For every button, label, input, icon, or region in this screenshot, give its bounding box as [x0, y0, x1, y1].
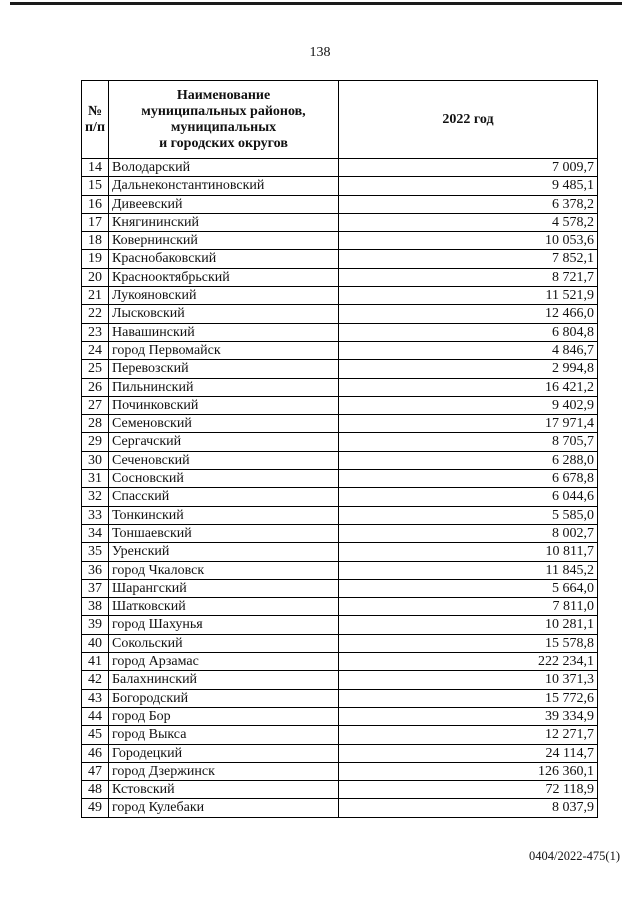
row-name: город Дзержинск — [109, 762, 339, 780]
table-row — [82, 433, 598, 451]
row-number: 45 — [82, 726, 109, 744]
row-number: 43 — [82, 689, 109, 707]
header-number — [82, 81, 109, 159]
row-name: город Бор — [109, 707, 339, 725]
page-number: 138 — [309, 45, 331, 60]
row-number: 19 — [82, 250, 109, 268]
row-value: 15 772,6 — [339, 689, 598, 707]
row-value: 7 811,0 — [339, 598, 598, 616]
row-value: 10 053,6 — [339, 232, 598, 250]
row-name: Сокольский — [109, 634, 339, 652]
table-row — [82, 781, 598, 799]
row-value: 10 371,3 — [339, 671, 598, 689]
row-name: город Первомайск — [109, 341, 339, 359]
row-number: 42 — [82, 671, 109, 689]
row-number: 27 — [82, 396, 109, 414]
row-number: 30 — [82, 451, 109, 469]
table-row — [82, 341, 598, 359]
row-value: 8 721,7 — [339, 268, 598, 286]
table-row — [82, 159, 598, 177]
table-row — [82, 726, 598, 744]
table-row — [82, 616, 598, 634]
table-row — [82, 268, 598, 286]
table-row — [82, 762, 598, 780]
header-name-line3: муниципальных — [170, 119, 277, 135]
row-number: 47 — [82, 762, 109, 780]
table-row — [82, 799, 598, 817]
row-number: 18 — [82, 232, 109, 250]
table-row — [82, 360, 598, 378]
row-name: Кстовский — [109, 781, 339, 799]
row-number: 35 — [82, 543, 109, 561]
row-value: 9 485,1 — [339, 177, 598, 195]
table-row — [82, 744, 598, 762]
row-value: 8 705,7 — [339, 433, 598, 451]
table-row — [82, 653, 598, 671]
header-name-line2: муниципальных районов, — [141, 103, 306, 119]
row-name: Уренский — [109, 543, 339, 561]
row-number: 39 — [82, 616, 109, 634]
row-number: 25 — [82, 360, 109, 378]
row-value: 5 664,0 — [339, 579, 598, 597]
table-row — [82, 470, 598, 488]
scan-top-edge — [10, 2, 622, 5]
municipal-data-table — [81, 80, 598, 818]
row-value: 15 578,8 — [339, 634, 598, 652]
row-name: Сергачский — [109, 433, 339, 451]
row-value: 8 037,9 — [339, 799, 598, 817]
row-number: 44 — [82, 707, 109, 725]
table-row — [82, 579, 598, 597]
row-number: 41 — [82, 653, 109, 671]
table-row — [82, 287, 598, 305]
table-row — [82, 543, 598, 561]
table-row — [82, 524, 598, 542]
row-value: 6 378,2 — [339, 195, 598, 213]
row-value: 6 678,8 — [339, 470, 598, 488]
row-value: 5 585,0 — [339, 506, 598, 524]
row-name: Сосновский — [109, 470, 339, 488]
row-name: Перевозский — [109, 360, 339, 378]
table-row — [82, 561, 598, 579]
row-name: город Шахунья — [109, 616, 339, 634]
row-name: Лукояновский — [109, 287, 339, 305]
row-number: 37 — [82, 579, 109, 597]
row-name: Шарангский — [109, 579, 339, 597]
table-row — [82, 323, 598, 341]
row-name: Володарский — [109, 159, 339, 177]
row-value: 4 578,2 — [339, 213, 598, 231]
row-number: 31 — [82, 470, 109, 488]
table-row — [82, 488, 598, 506]
table-body — [82, 159, 598, 818]
table-row — [82, 506, 598, 524]
row-name: Спасский — [109, 488, 339, 506]
header-year: 2022 год — [339, 81, 598, 159]
row-number: 24 — [82, 341, 109, 359]
row-name: город Выкса — [109, 726, 339, 744]
table-row — [82, 689, 598, 707]
table-row — [82, 378, 598, 396]
row-value: 4 846,7 — [339, 341, 598, 359]
row-value: 24 114,7 — [339, 744, 598, 762]
row-name: город Арзамас — [109, 653, 339, 671]
row-value: 126 360,1 — [339, 762, 598, 780]
table-row — [82, 634, 598, 652]
row-value: 11 845,2 — [339, 561, 598, 579]
row-value: 6 804,8 — [339, 323, 598, 341]
row-name: город Кулебаки — [109, 799, 339, 817]
row-name: Краснооктябрьский — [109, 268, 339, 286]
row-name: Тоншаевский — [109, 524, 339, 542]
row-number: 48 — [82, 781, 109, 799]
row-value: 9 402,9 — [339, 396, 598, 414]
row-name: Балахнинский — [109, 671, 339, 689]
header-name-line4: и городских округов — [159, 135, 288, 151]
row-value: 11 521,9 — [339, 287, 598, 305]
row-value: 7 009,7 — [339, 159, 598, 177]
table-row — [82, 232, 598, 250]
row-value: 17 971,4 — [339, 415, 598, 433]
row-name: Богородский — [109, 689, 339, 707]
table-row — [82, 305, 598, 323]
row-number: 38 — [82, 598, 109, 616]
row-value: 2 994,8 — [339, 360, 598, 378]
row-number: 20 — [82, 268, 109, 286]
table-row — [82, 213, 598, 231]
row-number: 22 — [82, 305, 109, 323]
row-name: Ковернинский — [109, 232, 339, 250]
row-value: 6 288,0 — [339, 451, 598, 469]
header-number-line1: № — [87, 103, 103, 119]
table-header-row — [82, 81, 598, 159]
table-row — [82, 250, 598, 268]
row-name: город Чкаловск — [109, 561, 339, 579]
table-row — [82, 396, 598, 414]
row-name: Лысковский — [109, 305, 339, 323]
row-number: 49 — [82, 799, 109, 817]
row-value: 10 811,7 — [339, 543, 598, 561]
header-number-line2: п/п — [84, 119, 106, 135]
table-row — [82, 177, 598, 195]
table-row — [82, 671, 598, 689]
row-name: Краснобаковский — [109, 250, 339, 268]
table-row — [82, 707, 598, 725]
row-value: 7 852,1 — [339, 250, 598, 268]
table-row — [82, 195, 598, 213]
row-number: 40 — [82, 634, 109, 652]
row-number: 21 — [82, 287, 109, 305]
row-number: 36 — [82, 561, 109, 579]
row-number: 46 — [82, 744, 109, 762]
row-name: Починковский — [109, 396, 339, 414]
header-name-line1: Наименование — [176, 87, 271, 103]
row-value: 39 334,9 — [339, 707, 598, 725]
row-name: Пильнинский — [109, 378, 339, 396]
row-value: 222 234,1 — [339, 653, 598, 671]
row-name: Дальнеконстантиновский — [109, 177, 339, 195]
table-row — [82, 598, 598, 616]
row-number: 28 — [82, 415, 109, 433]
table-row — [82, 415, 598, 433]
row-value: 8 002,7 — [339, 524, 598, 542]
row-value: 10 281,1 — [339, 616, 598, 634]
header-name — [109, 81, 339, 159]
row-name: Дивеевский — [109, 195, 339, 213]
row-value: 6 044,6 — [339, 488, 598, 506]
row-name: Семеновский — [109, 415, 339, 433]
row-value: 12 466,0 — [339, 305, 598, 323]
row-number: 34 — [82, 524, 109, 542]
row-number: 16 — [82, 195, 109, 213]
table-row — [82, 451, 598, 469]
row-name: Сеченовский — [109, 451, 339, 469]
row-number: 29 — [82, 433, 109, 451]
row-number: 32 — [82, 488, 109, 506]
row-number: 14 — [82, 159, 109, 177]
row-value: 12 271,7 — [339, 726, 598, 744]
row-number: 26 — [82, 378, 109, 396]
document-code: 0404/2022-475(1) — [529, 849, 620, 863]
row-number: 33 — [82, 506, 109, 524]
row-value: 72 118,9 — [339, 781, 598, 799]
row-name: Шатковский — [109, 598, 339, 616]
row-value: 16 421,2 — [339, 378, 598, 396]
row-name: Навашинский — [109, 323, 339, 341]
row-number: 15 — [82, 177, 109, 195]
row-number: 23 — [82, 323, 109, 341]
row-name: Княгининский — [109, 213, 339, 231]
row-name: Городецкий — [109, 744, 339, 762]
row-number: 17 — [82, 213, 109, 231]
row-name: Тонкинский — [109, 506, 339, 524]
